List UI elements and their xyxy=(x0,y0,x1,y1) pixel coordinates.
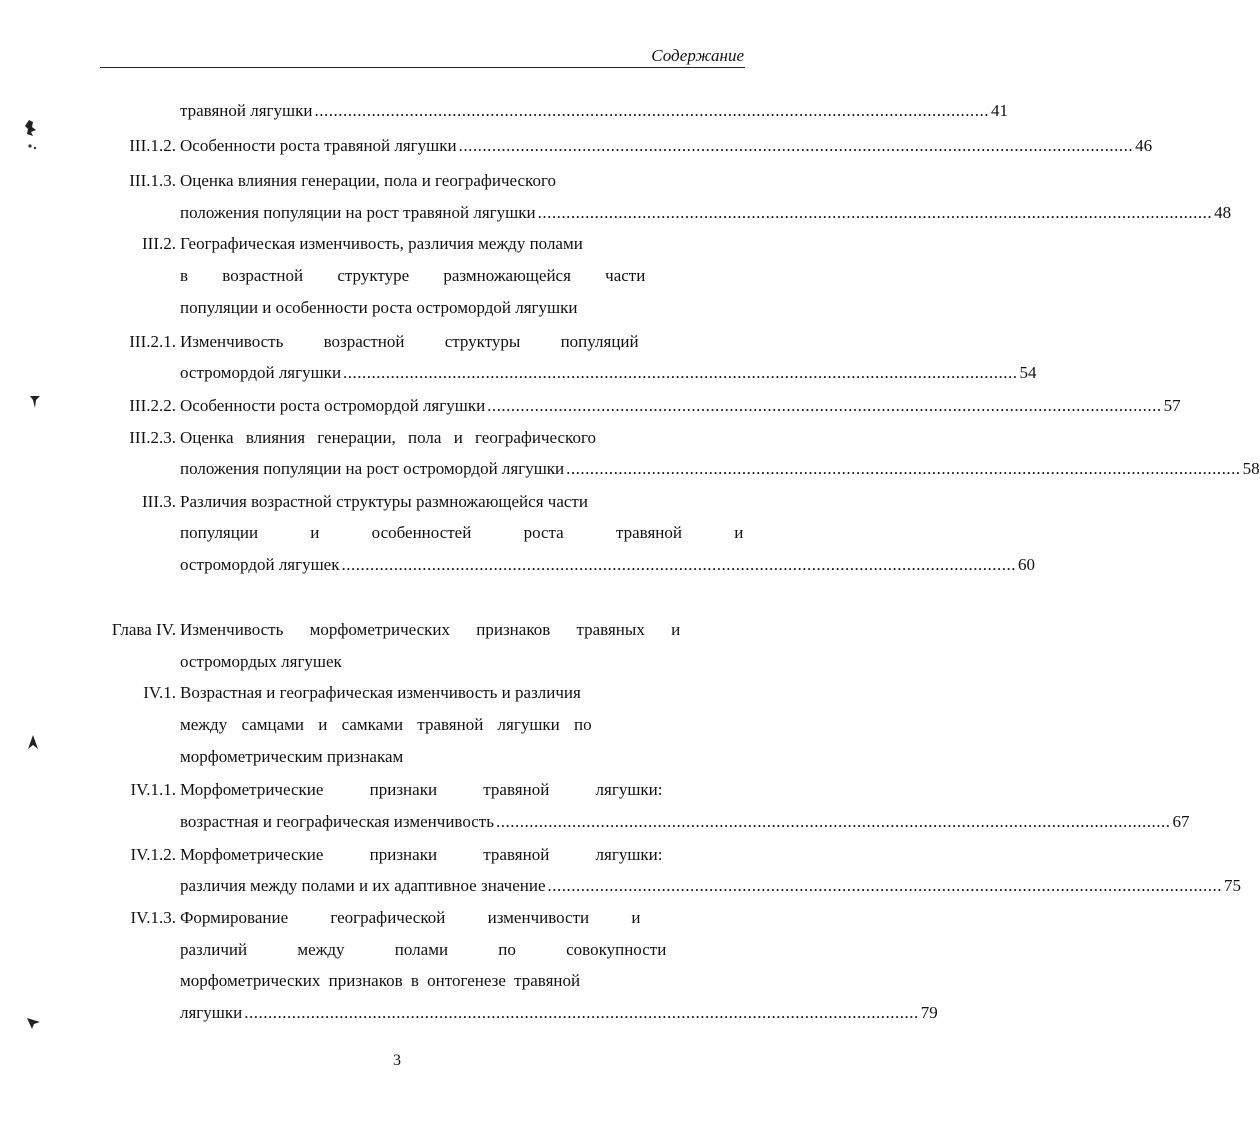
toc-entry-line: Оценка влияния генерации, пола и географического xyxy=(180,171,556,190)
toc-entry-line: в возрастной структуре размножающейся части xyxy=(180,266,646,285)
toc-entry-text: положения популяции на рост остромордой лягушки xyxy=(180,459,565,478)
toc-entry-text: Особенности роста травяной лягушки xyxy=(180,136,457,155)
toc-entry-line xyxy=(180,553,1035,577)
toc-entry-text: положения популяции на рост травяной лягушки xyxy=(180,203,536,222)
leader-dots: .............................................................................................................................................. xyxy=(537,203,1213,222)
toc-section-number: III.3. xyxy=(142,492,176,511)
toc-entry-line: Формирование географической изменчивости и xyxy=(180,908,641,927)
leader-dots: .............................................................................................................................................. xyxy=(314,101,989,120)
toc-entry-line xyxy=(180,810,1190,834)
toc-entry-line: Морфометрические признаки травяной лягушки: xyxy=(180,780,663,799)
toc-entry-line: популяции и особенности роста остромордой лягушки xyxy=(180,298,578,317)
toc-entry-line: Возрастная и географическая изменчивость и различия xyxy=(180,683,581,702)
scan-speck xyxy=(26,1016,42,1030)
toc-page-number: 67 xyxy=(1172,812,1190,831)
toc-section-number: III.1.2. xyxy=(129,136,176,155)
toc-page-number: 57 xyxy=(1163,396,1181,415)
toc-entry-line: Различия возрастной структуры размножающейся части xyxy=(180,492,588,511)
leader-dots: .............................................................................................................................................. xyxy=(341,555,1016,574)
toc-entry-text: остромордой лягушек xyxy=(180,555,340,574)
toc-entry-line xyxy=(180,394,1181,418)
toc-entry-line xyxy=(180,874,1241,898)
toc-entry-line xyxy=(180,361,1037,385)
toc-page-number: 75 xyxy=(1224,876,1241,895)
toc-entry-line: между самцами и самками травяной лягушки по xyxy=(180,715,592,734)
toc-section-number: III.2.2. xyxy=(129,396,176,415)
scan-speck xyxy=(28,394,42,410)
toc-entry-line: морфометрических признаков в онтогенезе травяной xyxy=(180,971,581,990)
toc-section-number: IV.1. xyxy=(143,683,176,702)
toc-entry-text: остромордой лягушки xyxy=(180,363,342,382)
leader-dots: .............................................................................................................................................. xyxy=(343,363,1018,382)
leader-dots: .............................................................................................................................................. xyxy=(547,876,1222,895)
toc-page-number: 60 xyxy=(1017,555,1035,574)
toc-chapter-number: Глава IV. xyxy=(111,620,176,639)
toc-page-number: 46 xyxy=(1135,136,1153,155)
toc-page-number: 54 xyxy=(1019,363,1037,382)
leader-dots: .............................................................................................................................................. xyxy=(458,136,1134,155)
toc-entry-text: травяной лягушки xyxy=(180,101,313,120)
toc-page-number: 79 xyxy=(920,1003,938,1022)
toc-entry-line xyxy=(180,1001,938,1025)
toc-section-number: III.1.3. xyxy=(129,171,176,190)
toc-entry-line xyxy=(180,457,1260,481)
leader-dots: .............................................................................................................................................. xyxy=(566,459,1241,478)
running-header: Содержание xyxy=(651,46,744,65)
leader-dots: .............................................................................................................................................. xyxy=(487,396,1162,415)
toc-entry-text: лягушки xyxy=(180,1003,243,1022)
toc-section-number: III.2.3. xyxy=(129,428,176,447)
leader-dots: .............................................................................................................................................. xyxy=(496,812,1171,831)
toc-entry-text: возрастная и географическая изменчивость xyxy=(180,812,494,831)
toc-section-number: IV.1.2. xyxy=(130,845,176,864)
toc-section-number: IV.1.1. xyxy=(130,780,176,799)
toc-entry-text: Особенности роста остромордой лягушки xyxy=(180,396,486,415)
toc-entry-text: различия между полами и их адаптивное значение xyxy=(180,876,546,895)
toc-entry-line: Морфометрические признаки травяной лягушки: xyxy=(180,845,663,864)
page-number: 3 xyxy=(393,1052,401,1069)
scan-speck xyxy=(22,118,42,154)
toc-entry-line: морфометрическим признакам xyxy=(180,747,404,766)
toc-entry-line: различий между полами по совокупности xyxy=(180,940,667,959)
toc-entry-line: Изменчивость возрастной структуры популяций xyxy=(180,332,639,351)
toc-section-number: IV.1.3. xyxy=(130,908,176,927)
toc-page-number: 58 xyxy=(1242,459,1260,478)
toc-entry-line: популяции и особенностей роста травяной и xyxy=(180,523,744,542)
toc-entry-line: Географическая изменчивость, различия между полами xyxy=(180,234,583,253)
toc-entry-line xyxy=(180,201,1232,225)
toc-entry-line xyxy=(180,99,1008,123)
toc-entry-line: Изменчивость морфометрических признаков травяных и xyxy=(180,620,681,639)
leader-dots: .............................................................................................................................................. xyxy=(244,1003,919,1022)
toc-page-number: 48 xyxy=(1214,203,1232,222)
toc-page-number: 41 xyxy=(990,101,1008,120)
toc-entry-line: остромордых лягушек xyxy=(180,652,342,671)
toc-entry-line: Оценка влияния генерации, пола и географического xyxy=(180,428,596,447)
toc-entry-line xyxy=(180,134,1153,158)
toc-section-number: III.2.1. xyxy=(129,332,176,351)
scan-speck xyxy=(26,734,40,752)
toc-section-number: III.2. xyxy=(142,234,176,253)
